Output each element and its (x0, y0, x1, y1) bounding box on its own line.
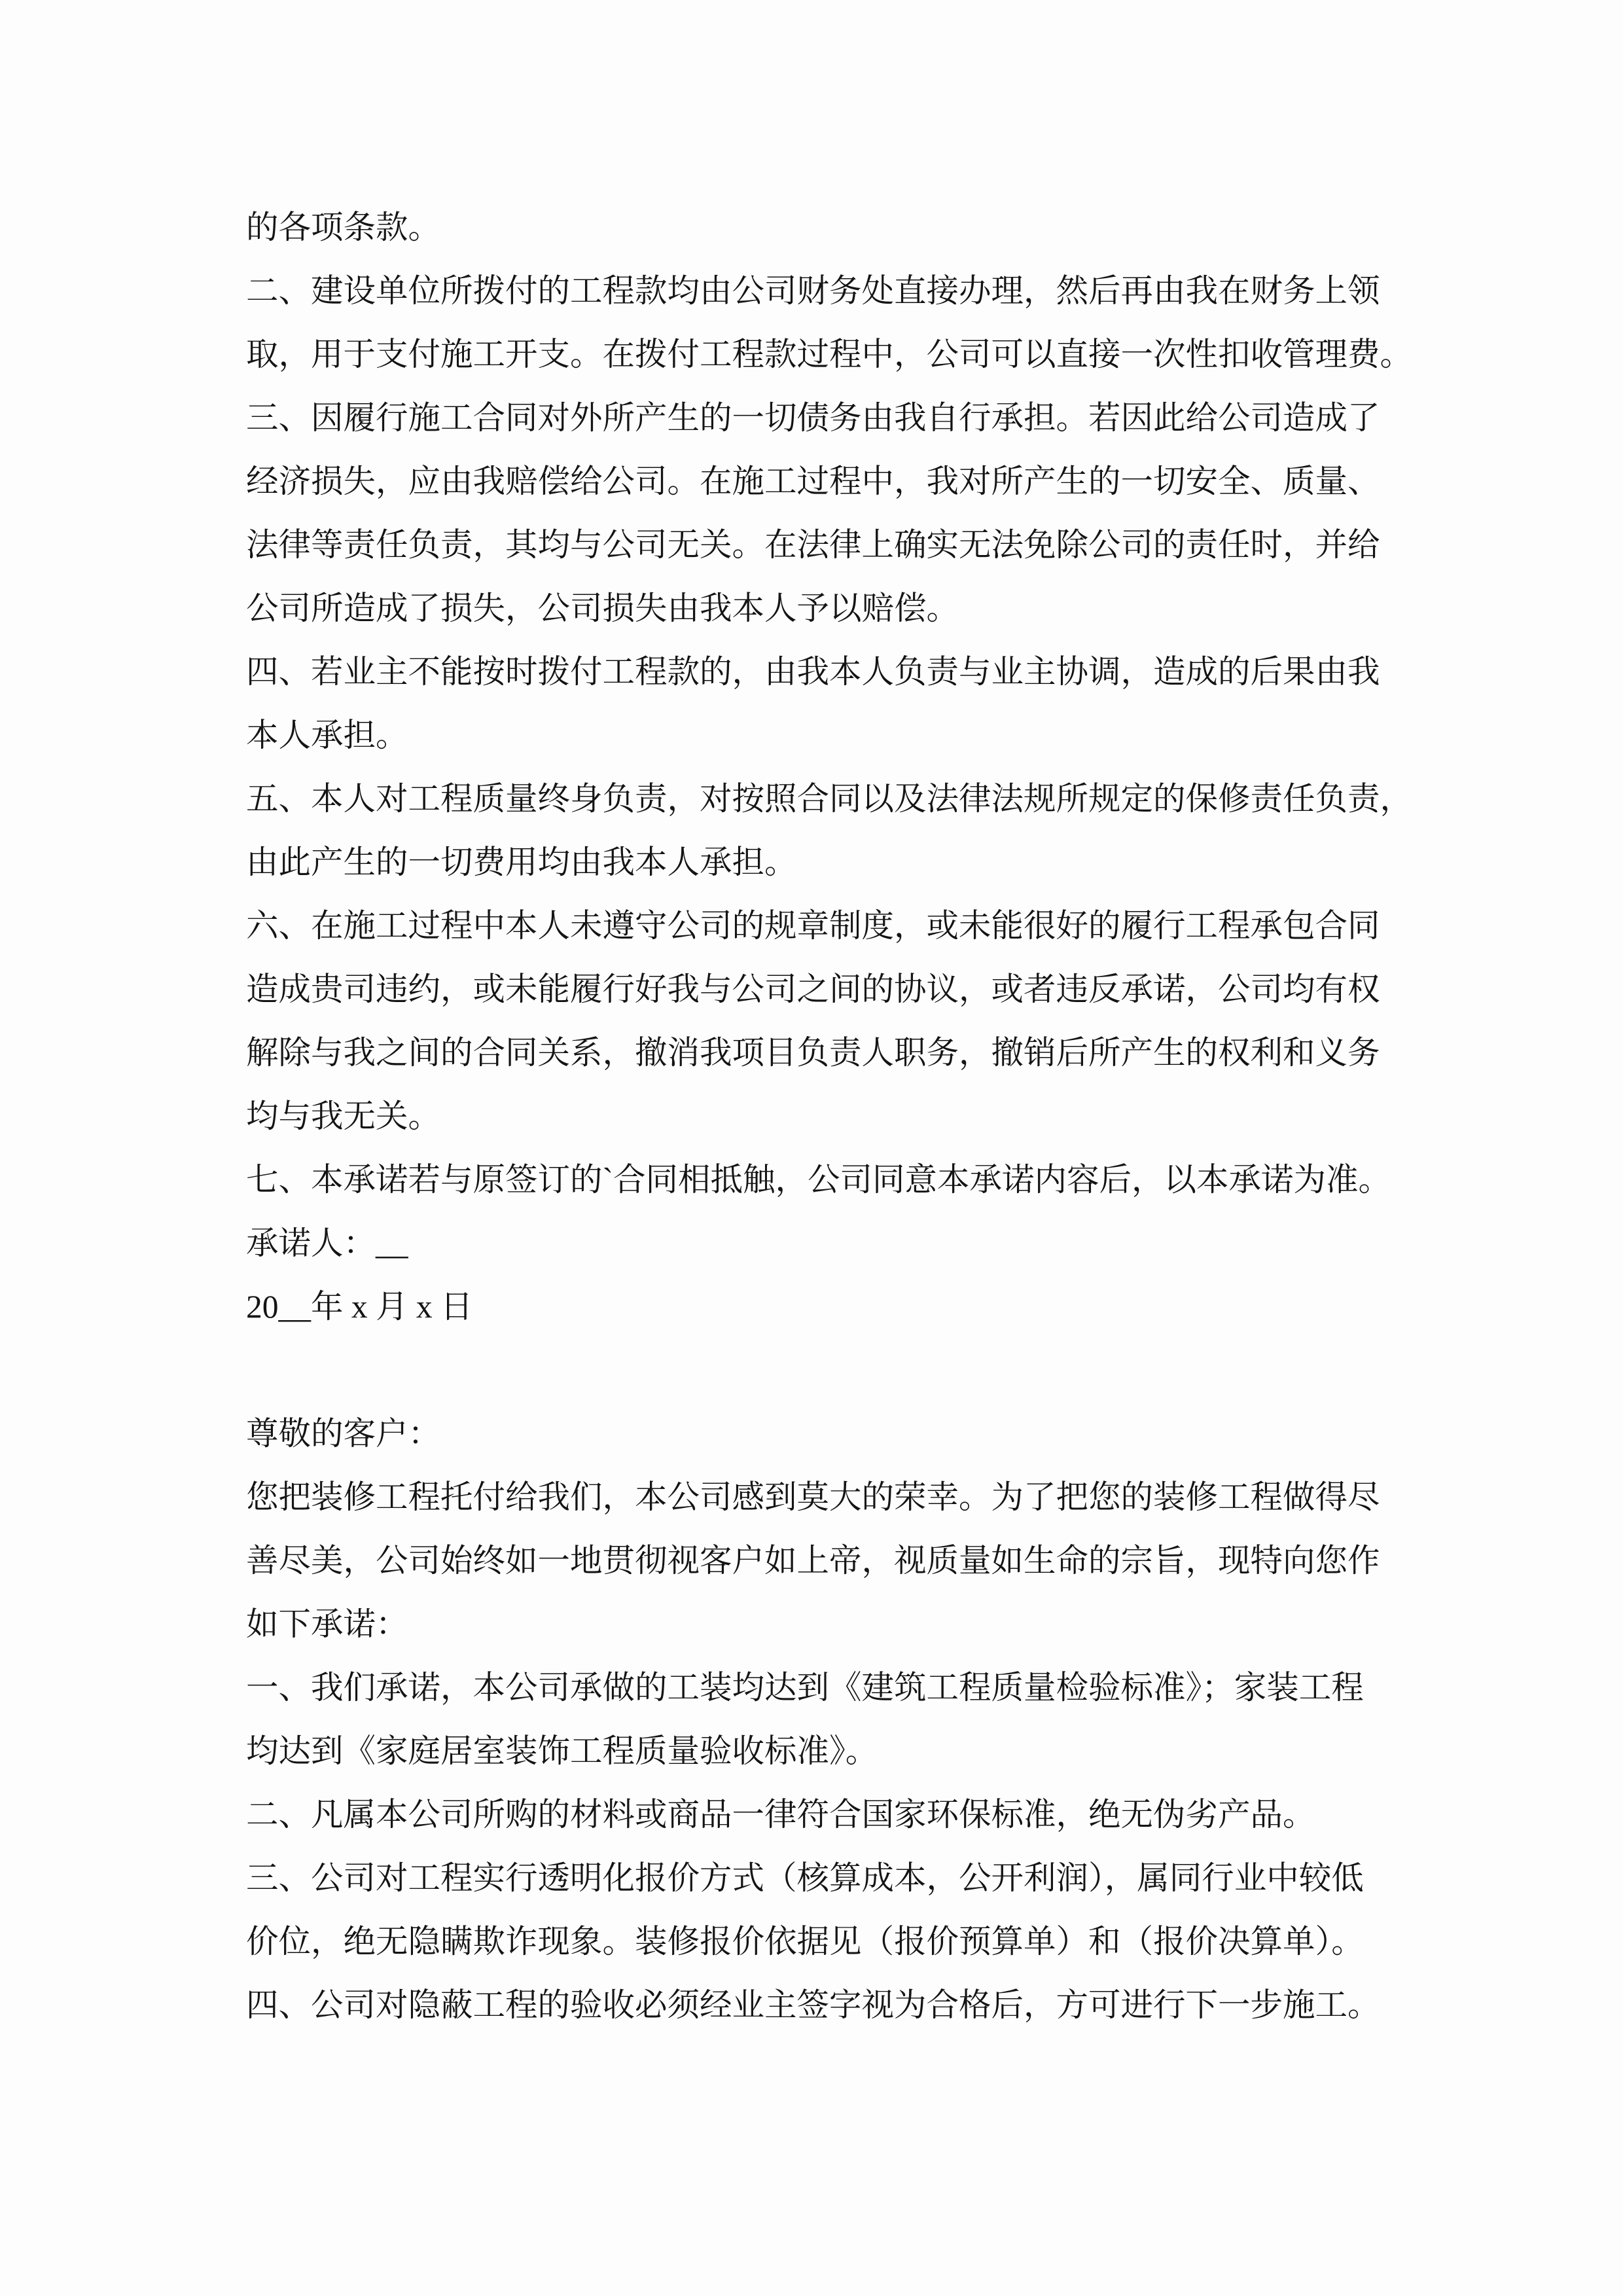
doc-blank-line (246, 1338, 1431, 1402)
doc-line: 法律等责任负责，其均与公司无关。在法律上确实无法免除公司的责任时，并给 (246, 527, 1380, 563)
doc-line: 价位，绝无隐瞒欺诈现象。装修报价依据见（报价预算单）和（报价决算单）。 (246, 1924, 1364, 1960)
doc-line: 善尽美，公司始终如一地贯彻视客户如上帝，视质量如生命的宗旨，现特向您作 (246, 1543, 1380, 1579)
doc-line-date: 20__年 x 月 x 日 (246, 1289, 473, 1325)
doc-line-salutation: 尊敬的客户： (246, 1416, 440, 1452)
doc-line: 的各项条款。 (246, 209, 440, 245)
doc-line: 您把装修工程托付给我们，本公司感到莫大的荣幸。为了把您的装修工程做得尽 (246, 1479, 1380, 1515)
doc-line: 五、本人对工程质量终身负责，对按照合同以及法律法规所规定的保修责任负责， (246, 781, 1412, 817)
doc-line: 经济损失，应由我赔偿给公司。在施工过程中，我对所产生的一切安全、质量、 (246, 463, 1380, 499)
doc-line: 七、本承诺若与原签订的`合同相抵触，公司同意本承诺内容后，以本承诺为准。 (246, 1162, 1391, 1198)
doc-line: 均达到《家庭居室装饰工程质量验收标准》。 (246, 1733, 878, 1769)
doc-line: 二、建设单位所拨付的工程款均由公司财务处直接办理，然后再由我在财务上领 (246, 273, 1380, 309)
document-body (246, 196, 1431, 2037)
doc-line: 四、公司对隐蔽工程的验收必须经业主签字视为合格后，方可进行下一步施工。 (246, 1987, 1380, 2023)
doc-line: 取，用于支付施工开支。在拨付工程款过程中，公司可以直接一次性扣收管理费。 (246, 336, 1412, 372)
doc-line: 二、凡属本公司所购的材料或商品一律符合国家环保标准，绝无伪劣产品。 (246, 1797, 1315, 1833)
doc-line: 本人承担。 (246, 717, 408, 753)
doc-line: 造成贵司违约，或未能履行好我与公司之间的协议，或者违反承诺，公司均有权 (246, 971, 1380, 1007)
doc-line: 三、公司对工程实行透明化报价方式（核算成本，公开利润），属同行业中较低 (246, 1860, 1364, 1896)
doc-line-signer: 承诺人：__ (246, 1225, 408, 1261)
doc-line: 一、我们承诺，本公司承做的工装均达到《建筑工程质量检验标准》；家装工程 (246, 1670, 1364, 1706)
doc-line: 如下承诺： (246, 1606, 408, 1642)
doc-line: 解除与我之间的合同关系，撤消我项目负责人职务，撤销后所产生的权利和义务 (246, 1035, 1380, 1071)
doc-line: 均与我无关。 (246, 1098, 440, 1134)
doc-line: 由此产生的一切费用均由我本人承担。 (246, 844, 797, 880)
doc-line: 六、在施工过程中本人未遵守公司的规章制度，或未能很好的履行工程承包合同 (246, 908, 1380, 944)
doc-line: 公司所造成了损失，公司损失由我本人予以赔偿。 (246, 590, 959, 626)
doc-line: 四、若业主不能按时拨付工程款的，由我本人负责与业主协调，造成的后果由我 (246, 654, 1380, 690)
doc-line: 三、因履行施工合同对外所产生的一切债务由我自行承担。若因此给公司造成了 (246, 400, 1380, 436)
